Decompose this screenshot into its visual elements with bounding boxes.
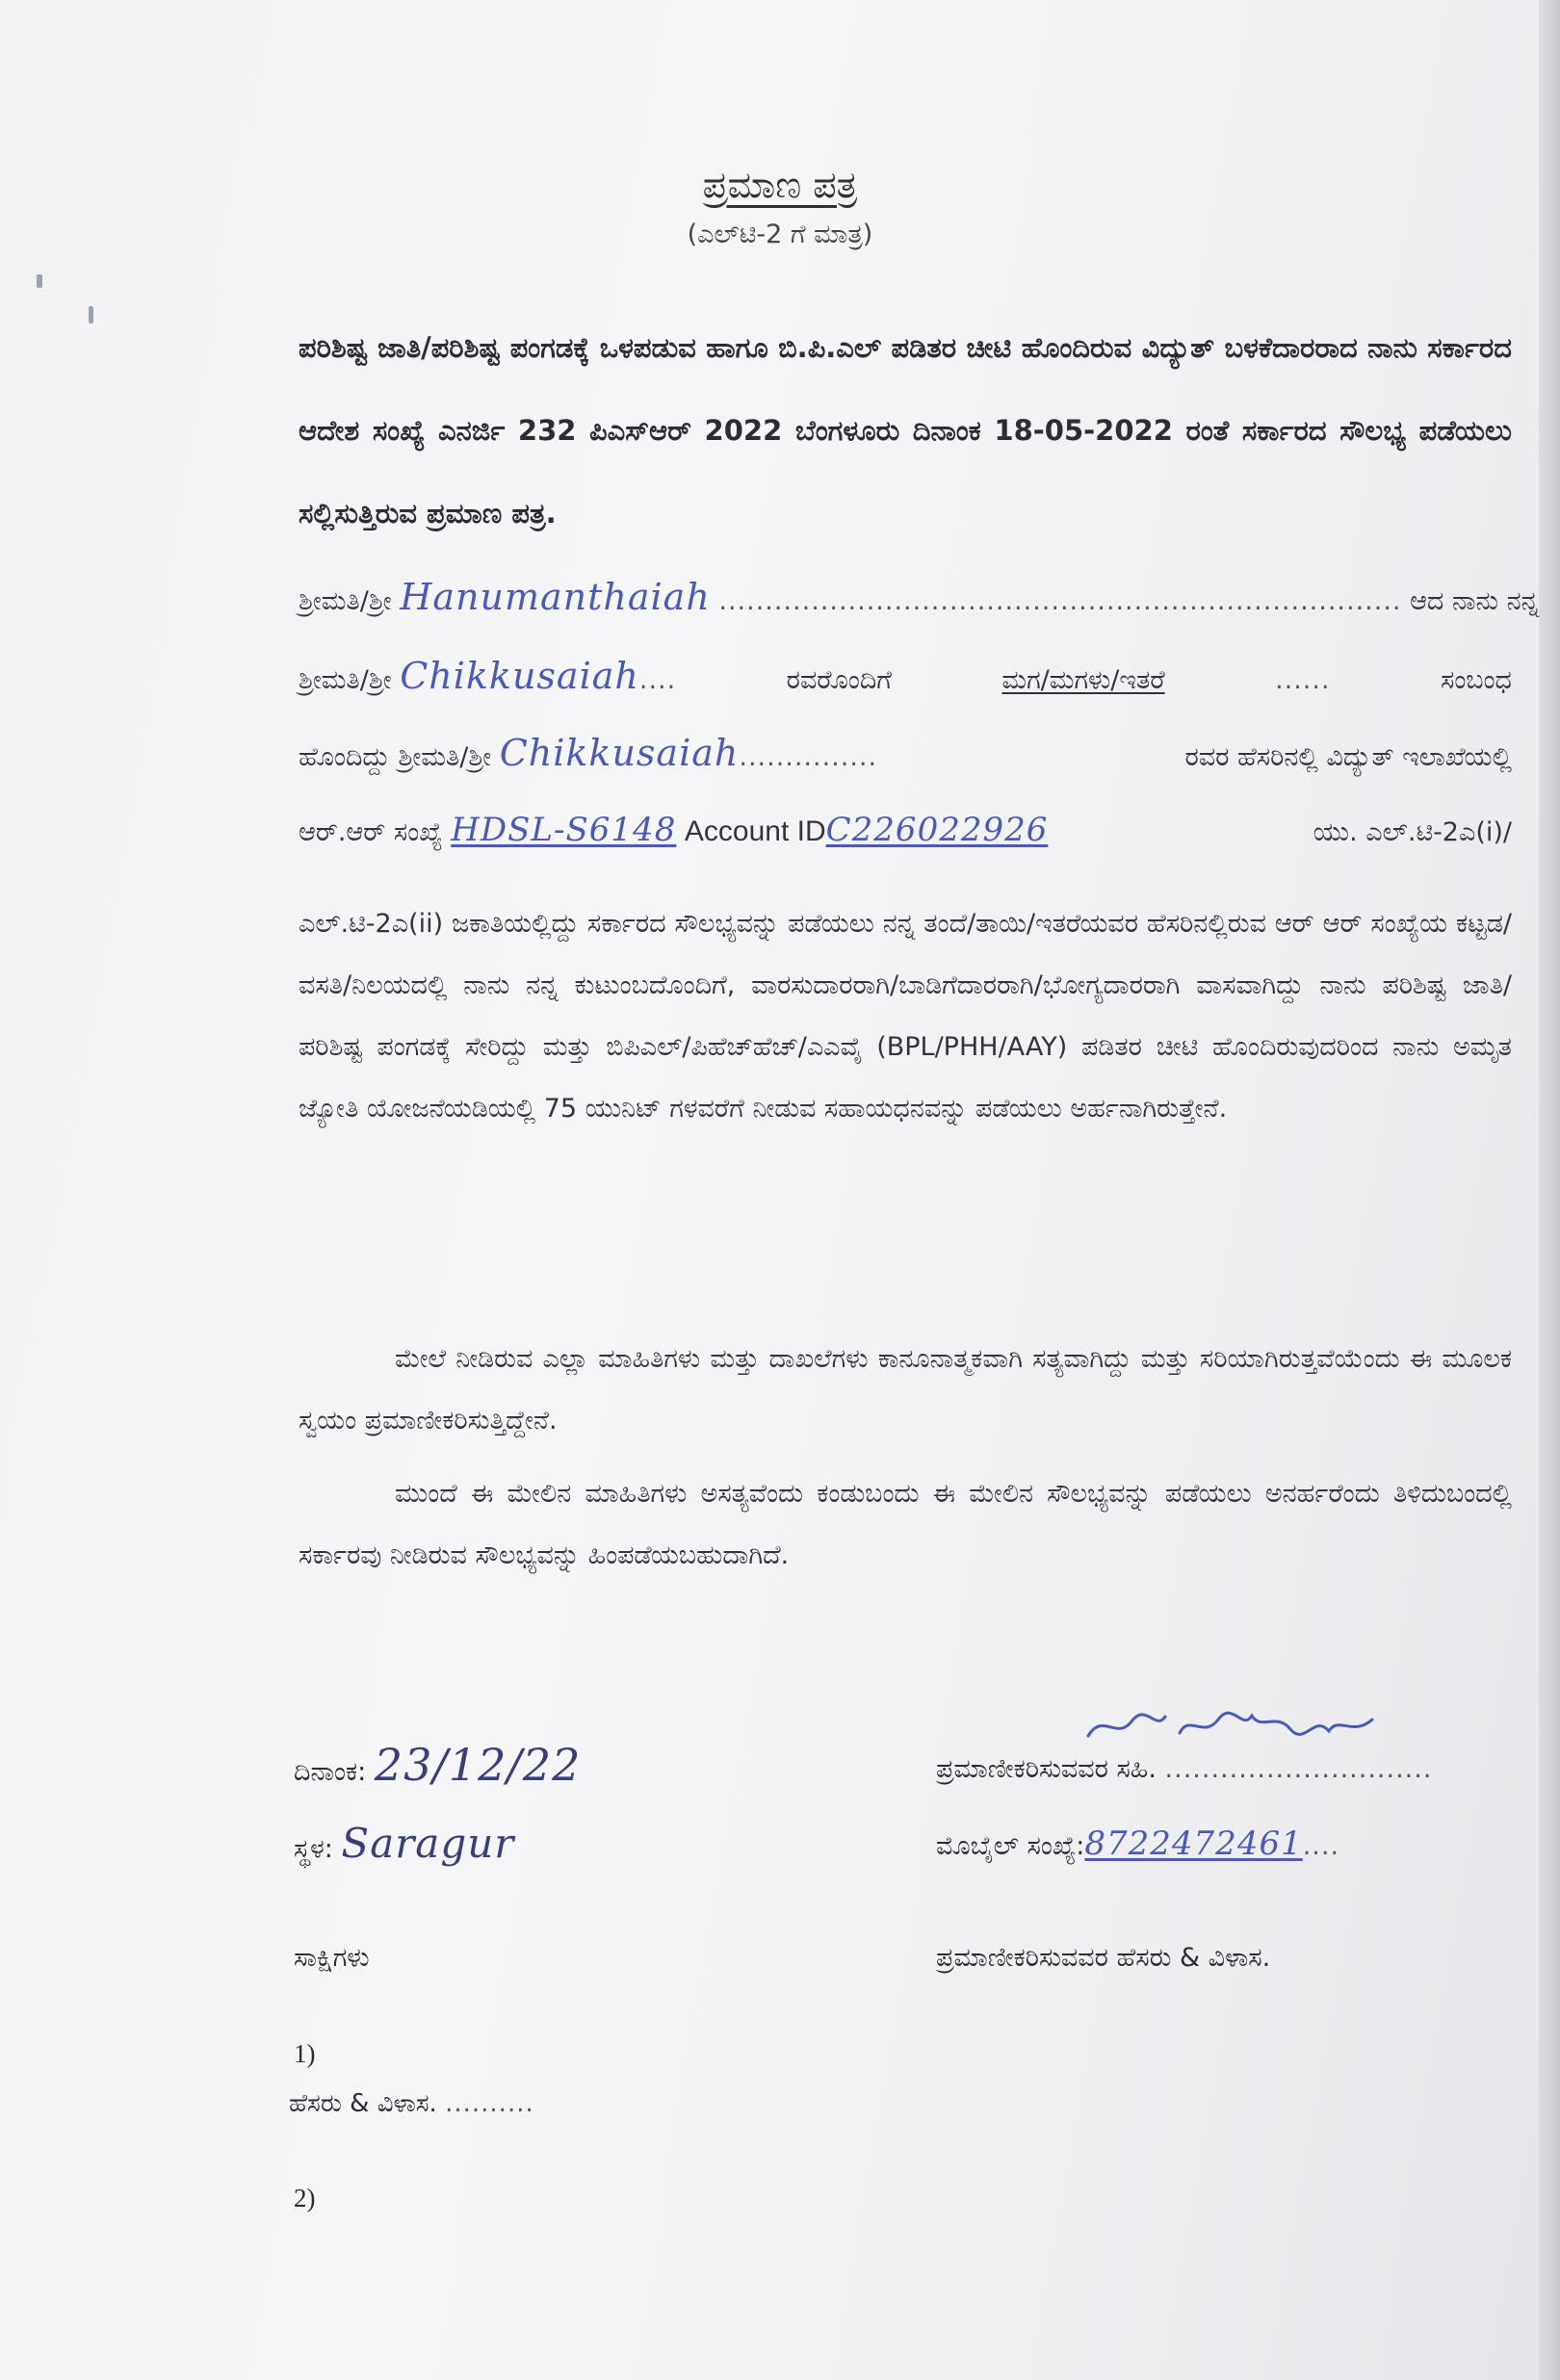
form-line-1 [299,576,1540,618]
line2-relation: ಮಗ/ಮಗಳು/ಇತರೆ [1001,665,1165,695]
line2-prefix: ಶ್ರೀಮತಿ/ಶ್ರೀ [299,665,392,695]
line3-dots: ............... [739,742,878,772]
rr-number: HDSL-S6148 [451,811,677,849]
date-value: 23/12/22 [374,1739,582,1791]
line2-mid: ರವರೊಂದಿಗೆ [786,665,892,695]
line4-prefix: ಆರ್.ಆರ್ ಸಂಖ್ಯೆ [299,817,443,847]
line1-suffix: ಆದ ನಾನು ನನ್ನ [1410,586,1540,616]
page-shadow-edge [1539,0,1560,2380]
line3-suffix: ರವರ ಹೆಸರಿನಲ್ಲಿ ವಿದ್ಯುತ್ ಇಲಾಖೆಯಲ್ಲಿ [1184,742,1512,772]
line2-dots: .... [638,665,677,695]
line4-suffix: ಯು. ಎಲ್.ಟಿ-2ಎ(i)/ [1313,817,1512,847]
witness-1-field [289,2089,534,2119]
account-holder-name: Chikkusaiah [499,732,740,774]
form-line-2 [299,655,1512,697]
mobile-dots: .... [1302,1831,1340,1861]
witness-1-number: 1) [294,2039,316,2068]
disqualification-paragraph: ಮುಂದೆ ಈ ಮೇಲಿನ ಮಾಹಿತಿಗಳು ಅಸತ್ಯವೆಂದು ಕಂಡುಬಂದು ಈ ಮೇಲಿನ ಸೌಲಭ್ಯವನ್ನು ಪಡೆಯಲು ಅನರ್ಹರೆಂದು ತಿಳಿದುಬಂದಲ್ಲಿ ಸರ್ಕಾರವು ನೀಡಿರುವ ಸೌಲಭ್ಯವನ್ನು ಹಿಂಪಡೆಯಬಹುದಾಗಿದೆ. [299,1479,1512,1570]
witness-1-label: ಹೆಸರು & ವಿಳಾಸ. [289,2089,437,2118]
body-paragraph: ಎಲ್.ಟಿ-2ಎ(ii) ಜಕಾತಿಯಲ್ಲಿದ್ದು ಸರ್ಕಾರದ ಸೌಲಭ್ಯವನ್ನು ಪಡೆಯಲು ನನ್ನ ತಂದೆ/ತಾಯಿ/ಇತರೆಯವರ ಹೆಸರಿನಲ್ಲಿರುವ ಆರ್ ಆರ್ ಸಂಖ್ಯೆಯ ಕಟ್ಟಡ/ವಸತಿ/ನಿಲಯದಲ್ಲಿ ನಾನು ನನ್ನ ಕುಟುಂಬದೊಂದಿಗೆ, ವಾರಸುದಾರರಾಗಿ/ಬಾಡಿಗೆದಾರರಾಗಿ/ಭೋಗ್ಯದಾರರಾಗಿ ವಾಸವಾಗಿದ್ದು ನಾನು ಪರಿಶಿಷ್ಟ ಜಾತಿ/ಪರಿಶಿಷ್ಟ ಪಂಗಡಕ್ಕೆ ಸೇರಿದ್ದು ಮತ್ತು ಬಿಪಿಎಲ್/ಪಿಹೆಚ್‌ಹೆಚ್/ಎಎವೈ (BPL/PHH/AAY) ಪಡಿತರ ಚೀಟಿ ಹೊಂದಿರುವುದರಿಂದ ನಾನು ಅಮೃತ ಜ್ಯೋತಿ ಯೋಜನೆಯಡಿಯಲ್ಲಿ 75 ಯುನಿಟ್ ಗಳವರೆಗೆ ನೀಡುವ ಸಹಾಯಧನವನ್ನು ಪಡೆಯಲು ಅರ್ಹನಾಗಿರುತ್ತೇನೆ. [299,909,1512,1124]
line2-suffix: ಸಂಬಂಧ [1441,665,1512,695]
place-field [294,1820,514,1867]
witnesses-label: ಸಾಕ್ಷಿಗಳು [294,1943,370,1973]
date-label: ದಿನಾಂಕ: [294,1757,367,1787]
paper-speck [89,306,93,323]
intro-paragraph: ಪರಿಶಿಷ್ಟ ಜಾತಿ/ಪರಿಶಿಷ್ಟ ಪಂಗಡಕ್ಕೆ ಒಳಪಡುವ ಹಾಗೂ ಬಿ.ಪಿ.ಎಲ್ ಪಡಿತರ ಚೀಟಿ ಹೊಂದಿರುವ ವಿದ್ಯುತ್ ಬಳಕೆದಾರರಾದ ನಾನು ಸರ್ಕಾರದ ಆದೇಶ ಸಂಖ್ಯೆ ಎನರ್ಜಿ 232 ಪಿಎಸ್‌ಆರ್ 2022 ಬೆಂಗಳೂರು ದಿನಾಂಕ 18-05-2022 ರಂತೆ ಸರ್ಕಾರದ ಸೌಲಭ್ಯ ಪಡೆಯಲು ಸಲ್ಲಿಸುತ್ತಿರುವ ಪ್ರಮಾಣ ಪತ್ರ. [299,331,1512,530]
signature-label: ಪ್ರಮಾಣೀಕರಿಸುವವರ ಸಹಿ. [936,1754,1157,1784]
document-title: ಪ್ರಮಾಣ ಪತ್ರ [702,164,858,206]
witness-1-dots: .......... [445,2089,534,2118]
mobile-label: ಮೊಬೈಲ್ ಸಂಖ್ಯೆ: [936,1831,1085,1861]
signature-dots: ............................. [1164,1754,1433,1784]
line3-prefix: ಹೊಂದಿದ್ದು ಶ್ರೀಮತಿ/ಶ್ರೀ [299,742,492,772]
handwritten-signature [1083,1702,1391,1750]
witness-2-number: 2) [294,2184,316,2212]
relative-name: Chikkusaiah [400,655,639,697]
signature-field [936,1754,1432,1785]
mobile-field [936,1824,1339,1863]
line1-prefix: ಶ್ರೀಮತಿ/ಶ್ರೀ [299,586,392,616]
date-field [294,1739,581,1791]
account-id-label: Account ID [684,815,826,847]
account-id-value: C226022926 [825,811,1049,849]
line2-dots2: ...... [1275,665,1331,695]
line1-dots: .......................................................................... [718,586,1402,616]
declaration-paragraph: ಮೇಲೆ ನೀಡಿರುವ ಎಲ್ಲಾ ಮಾಹಿತಿಗಳು ಮತ್ತು ದಾಖಲೆಗಳು ಕಾನೂನಾತ್ಮಕವಾಗಿ ಸತ್ಯವಾಗಿದ್ದು ಮತ್ತು ಸರಿಯಾಗಿರುತ್ತವೆಯೆಂದು ಈ ಮೂಲಕ ಸ್ವಯಂ ಪ್ರಮಾಣೀಕರಿಸುತ್ತಿದ್ದೇನೆ. [299,1344,1512,1436]
name-address-label: ಪ್ರಮಾಣೀಕರಿಸುವವರ ಹೆಸರು & ವಿಳಾಸ. [936,1943,1271,1973]
document-subtitle: (ಎಲ್‌ಟಿ-2 ಗೆ ಮಾತ್ರ) [687,220,873,249]
mobile-value: 8722472461 [1084,1824,1303,1863]
applicant-name: Hanumanthaiah [400,576,711,618]
paper-speck [37,274,42,288]
form-line-3 [299,732,1512,774]
form-line-4 [299,811,1512,849]
place-label: ಸ್ಥಳ: [294,1834,333,1864]
place-value: Saragur [341,1820,515,1867]
